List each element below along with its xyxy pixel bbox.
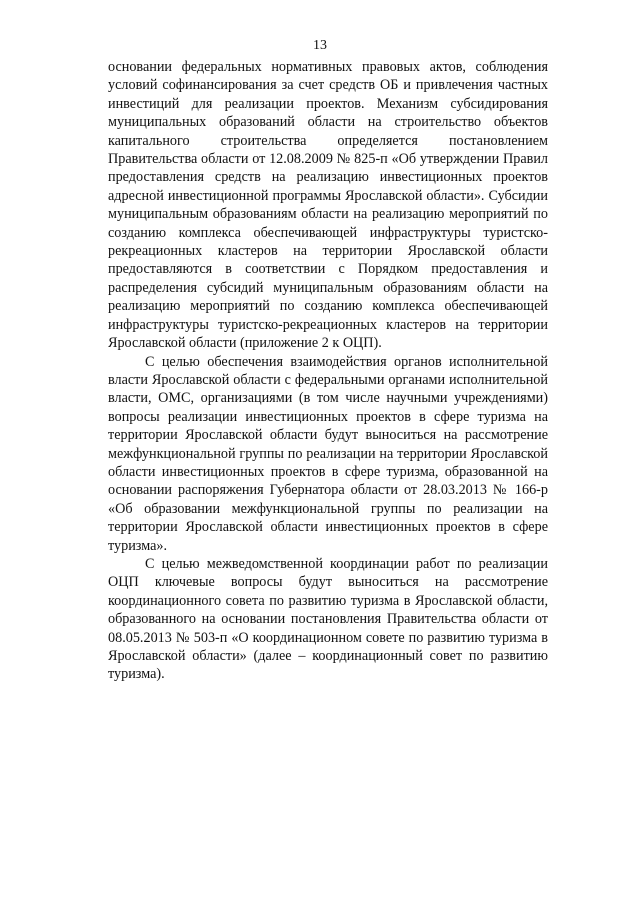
paragraph-interaction-coordination: С целью обеспечения взаимодействия органов исполнительной власти Ярославской области с федеральными органами исполнительной власти, ОМС, организациями (в том числе научными учреждениями) вопросы реализации инвестиционных проектов в сфере туризма на территории Ярославской области будут выноситься на рассмотрение межфункциональной группы по реализации на территории Ярославской области инвестиционных проектов в сфере туризма, образованной на основании распоряжения Губернатора области от 28.03.2013 № 166-р «Об образовании межфункциональной группы по реализации на территории Ярославской области инвестиционных проектов в сфере туризма». [108,353,548,554]
page-number: 13 [313,38,327,53]
paragraph-coordination-council: С целью межведомственной координации работ по реализации ОЦП ключевые вопросы будут выноситься на рассмотрение координационного совета по развитию туризма в Ярославской области, образованного на основании постановления Правительства области от 08.05.2013 № 503-п «О координационном совете по развитию туризма в Ярославской области» (далее – координационный совет по развитию туризма). [108,555,548,683]
paragraph-continuation: основании федеральных нормативных правовых актов, соблюдения условий софинансирования за счет средств ОБ и привлечения частных инвестиций для реализации проектов. Механизм субсидирования муниципальных образований области на строительство объектов капитального строительства определяется постановлением Правительства области от 12.08.2009 № 825-п «Об утверждении Правил предоставления средств на реализацию инвестиционных проектов адресной инвестиционной программы Ярославской области». Субсидии муниципальным образованиям области на реализацию мероприятий по созданию комплекса обеспечивающей инфраструктуры туристско-рекреационных кластеров на территории Ярославской области предоставляются в соответствии с Порядком предоставления и распределения субсидий муниципальным образованиям области на реализацию мероприятий по созданию комплекса обеспечивающей инфраструктуры туристско-рекреационных кластеров на территории Ярославской области (приложение 2 к ОЦП). [108,59,548,352]
document-body [108,58,548,684]
